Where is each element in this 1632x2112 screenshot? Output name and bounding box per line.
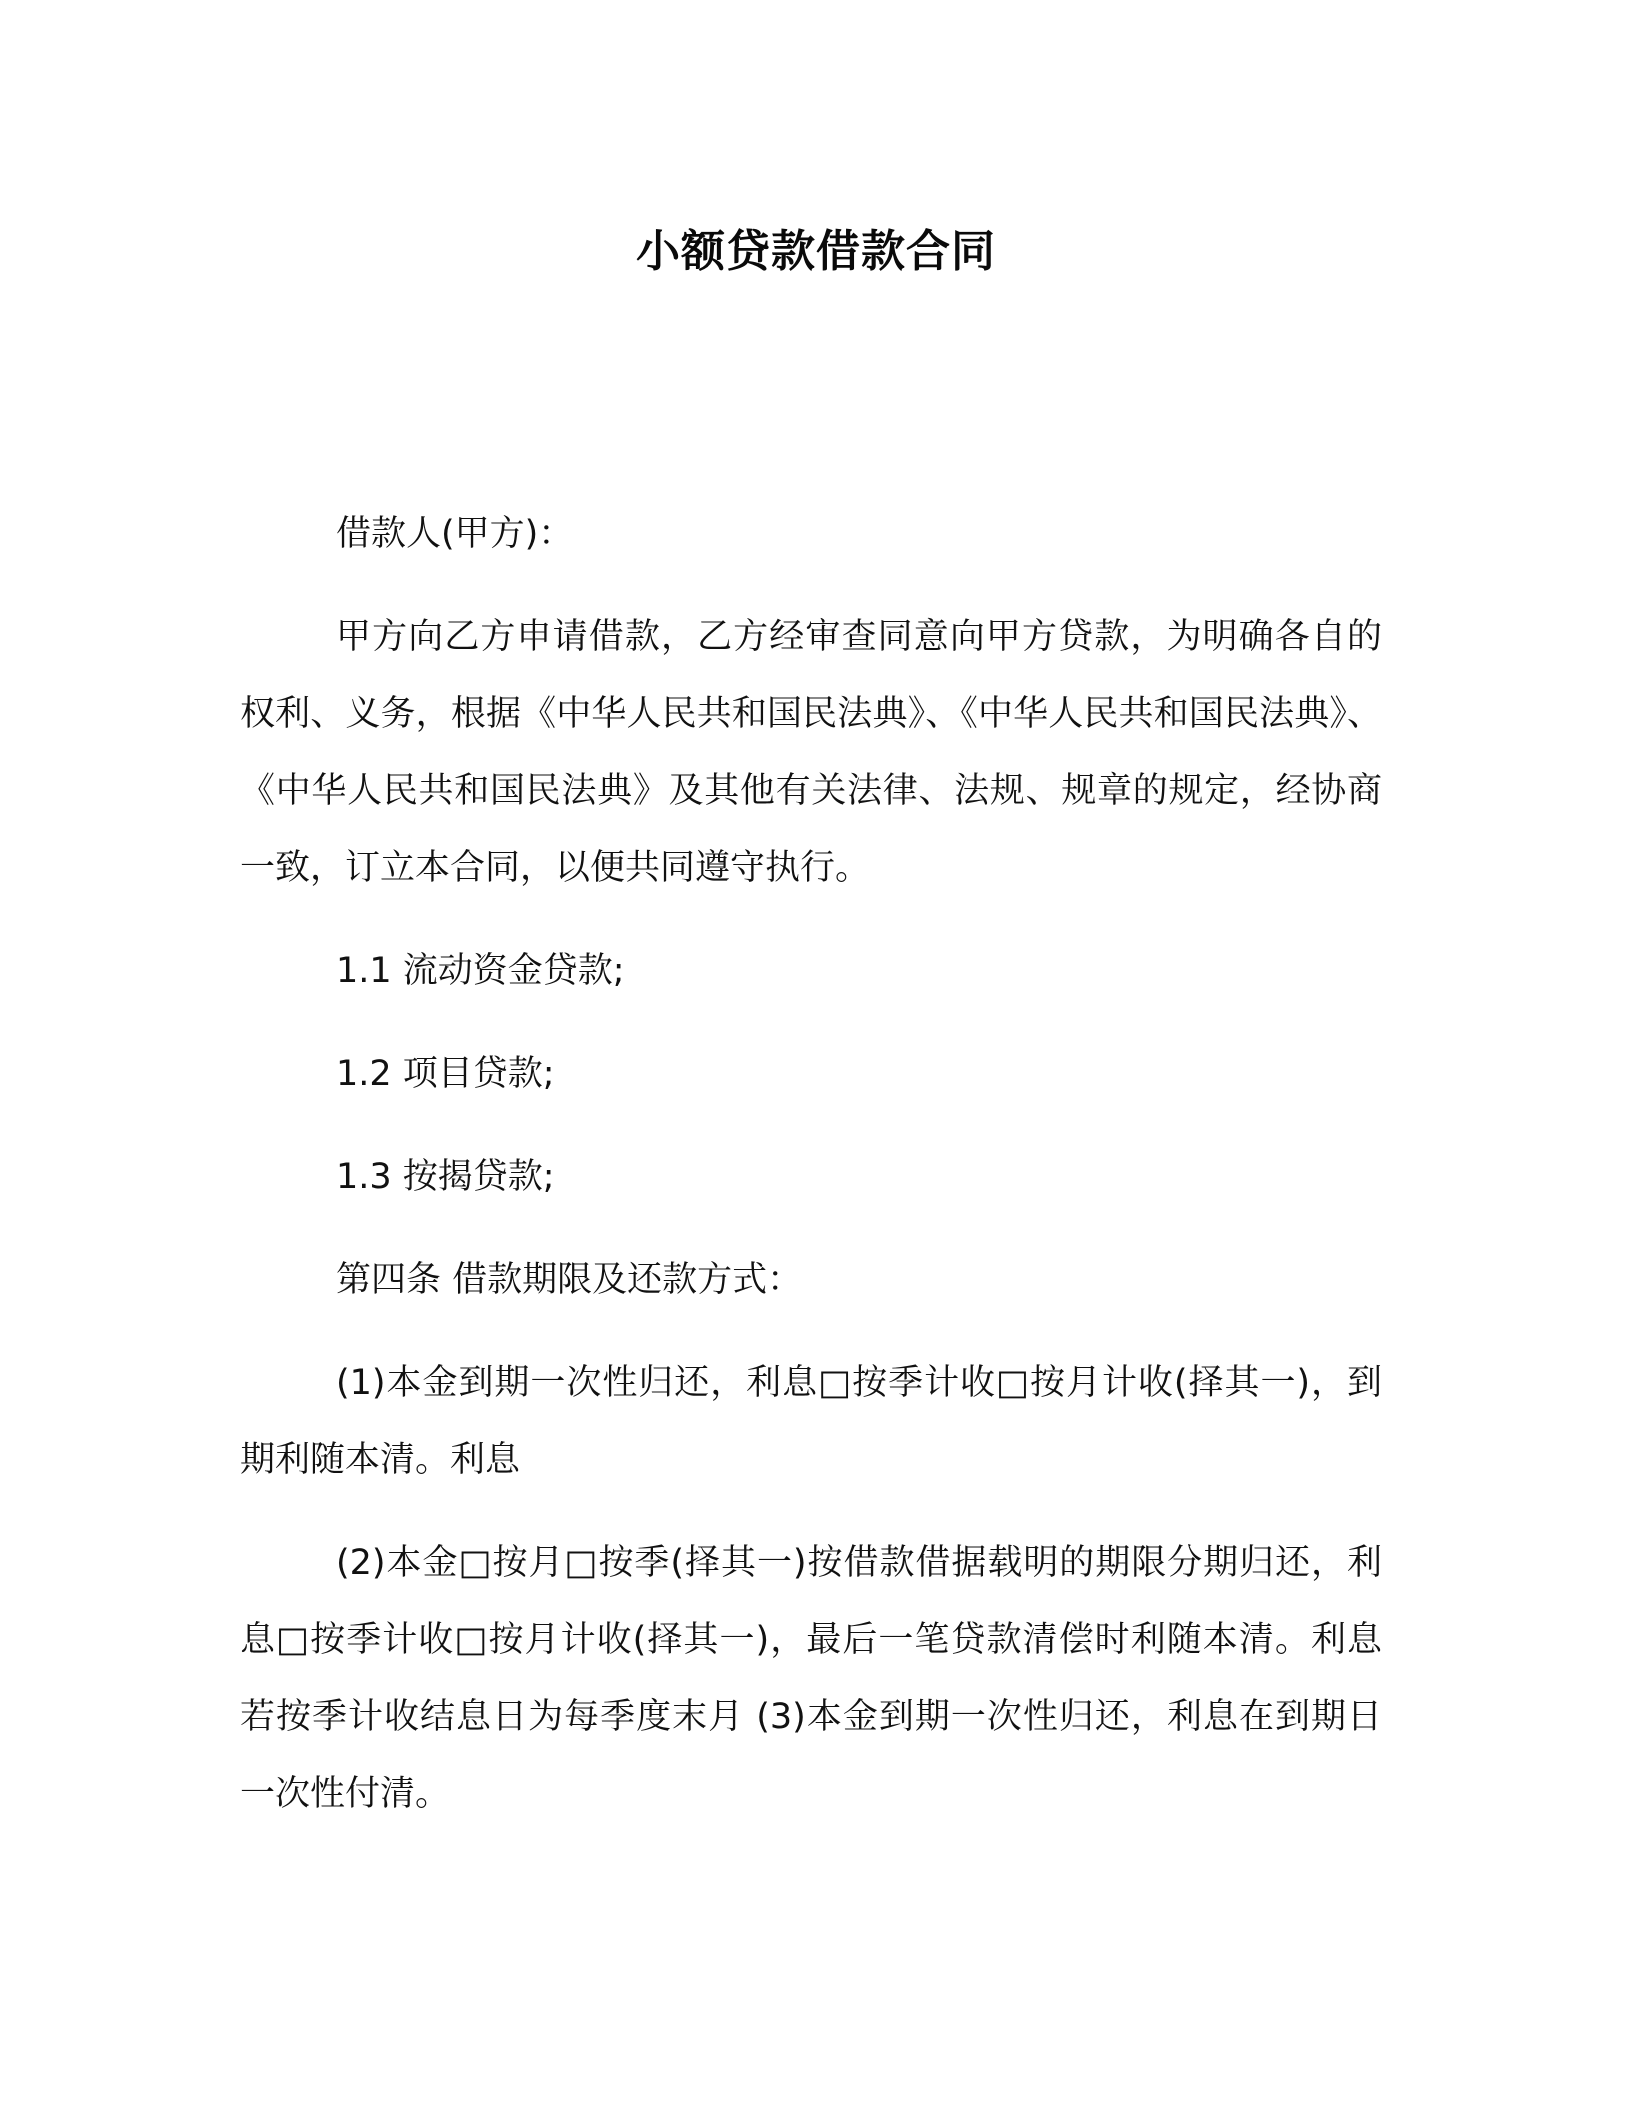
document-body xyxy=(240,496,1382,1859)
repayment-option-1: (1)本金到期一次性归还，利息□按季计收□按月计收(择其一)，到期利随本清。利息 xyxy=(240,1363,1382,1480)
borrower-label: 借款人(甲方)： xyxy=(336,514,574,554)
preamble-paragraph: 甲方向乙方申请借款，乙方经审查同意向甲方贷款，为明确各自的权利、义务，根据《中华人民共和国民法典》、《中华人民共和国民法典》、《中华人民共和国民法典》及其他有关法律、法规、规章的规定，经协商一致，订立本合同，以便共同遵守执行。 xyxy=(240,617,1382,888)
clause-1-1: 1.1 流动资金贷款; xyxy=(336,951,625,991)
clause-1-3: 1.3 按揭贷款; xyxy=(336,1157,555,1197)
repayment-option-2: (2)本金□按月□按季(择其一)按借款借据载明的期限分期归还，利息□按季计收□按月计收(择其一)，最后一笔贷款清偿时利随本清。利息若按季计收结息日为每季度末月 (3)本金到期一次性归还，利息在到期日一次性付清。 xyxy=(240,1543,1382,1814)
document-title: 小额贷款借款合同 xyxy=(636,226,996,277)
article-4-heading: 第四条 借款期限及还款方式： xyxy=(336,1260,803,1300)
clause-1-2: 1.2 项目贷款; xyxy=(336,1054,555,1094)
